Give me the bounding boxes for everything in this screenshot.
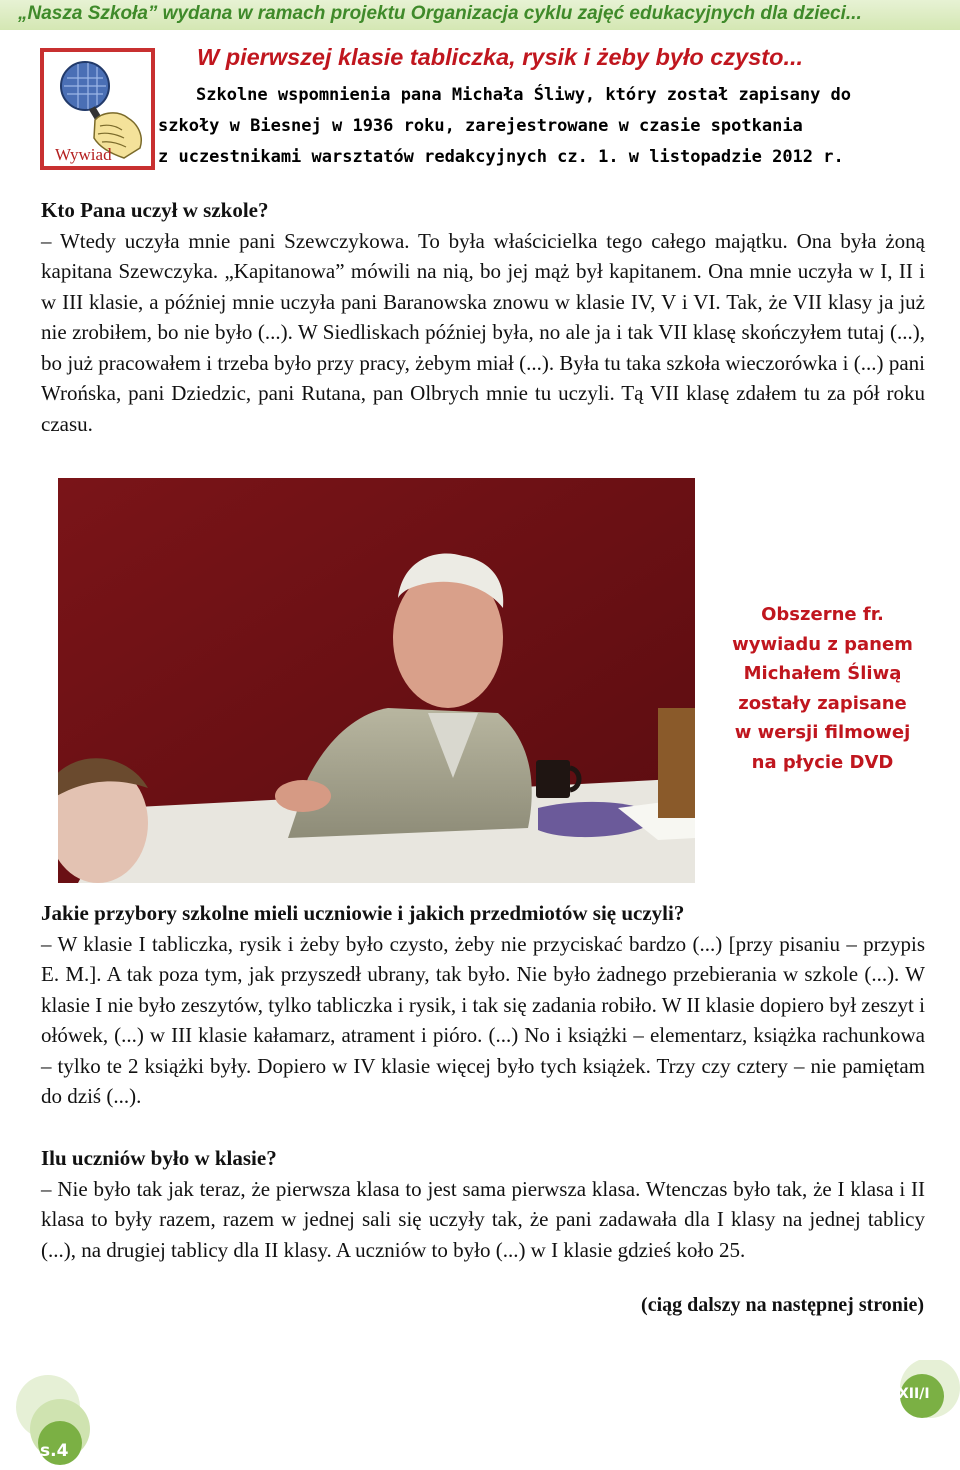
caption-line: w wersji filmowej bbox=[734, 722, 911, 743]
section-teachers bbox=[41, 195, 925, 439]
section-class-size bbox=[41, 1143, 925, 1265]
interview-photo bbox=[58, 478, 695, 883]
subtitle-line: Szkolne wspomnienia pana Michała Śliwy, który został zapisany do bbox=[196, 85, 852, 105]
answer-paragraph: – Wtedy uczyła mnie pani Szewczykowa. To była właścicielka tego całego majątku. Ona była żoną kapitana Szewczyka. „Kapitanowa” mówili na nią, bo jej mąż był kapitanem. Ona mnie uczyła w I, II i w III klasie, a później mnie uczyła pani Baranowska znowu w klasie IV, V i VI. Tak, że VII klasy ja już nie zrobiłem, bo nie było (...). W Siedliskach później była, no ale ja i tak VII klasę skończyłem tutaj (...), bo już pracowałem i trzeba było przy pracy, żebym miał (...). Była tu taka szkoła wieczorówka i (...) pani Wrońska, pani Dziedzic, pani Rutana, pan Olbrych mnie tu uczyli. Tą VII klasę zdałem tu za pół roku czasu. bbox=[41, 228, 925, 436]
question-heading: Ilu uczniów było w klasie? bbox=[41, 1146, 277, 1170]
question-heading: Jakie przybory szkolne mieli uczniowie i jakich przedmiotów się uczyli? bbox=[41, 901, 685, 925]
logo-label: Wywiad bbox=[55, 145, 112, 164]
article-title: W pierwszej klasie tabliczka, rysik i żeby było czysto... bbox=[197, 44, 804, 70]
subtitle-line: szkoły w Biesnej w 1936 roku, zarejestrowane w czasie spotkania bbox=[158, 116, 803, 136]
caption-line: Michałem Śliwą bbox=[743, 663, 902, 684]
caption-line: Obszerne fr. bbox=[761, 604, 884, 625]
caption-line: zostały zapisane bbox=[738, 692, 907, 714]
answer-paragraph: – Nie było tak jak teraz, że pierwsza klasa to jest sama pierwsza klasa. Wtenczas było tak, że I klasa i II klasa to były razem, razem w jednej sali się uczyły tak, że pani zadawała dla I klasy na jednej tablicy (...), na drugiej tablicy dla II klasy. A uczniów to było (...) w I klasie gdzieś koło 25. bbox=[41, 1176, 925, 1262]
article-subtitle bbox=[158, 80, 933, 173]
issue-number: XII/I bbox=[898, 1386, 930, 1402]
subtitle-line: z uczestnikami warsztatów redakcyjnych cz. 1. w listopadzie 2012 r. bbox=[158, 147, 844, 167]
answer-paragraph: – W klasie I tabliczka, rysik i żeby było czysto, żeby nie przyciskać bardzo (...) [przy pisaniu – przypis E. M.]. A tak poza tym, jak przyszedł ubrany, tak było. Nie było żadnego przebierania w szkole (...). W klasie I nie było zeszytów, tylko tabliczka i rysik, i tak się zadania robiło. W II klasie dopiero był zeszyt i ołówek, (...) w III klasie kałamarz, atrament i pióro. (...) No i książki – elementarz, książka rachunkowa – tylko te 2 książki były. Dopiero w IV klasie więcej było tych książek. Trzy czy cztery – nie pamiętam do dziś (...). bbox=[41, 931, 925, 1108]
caption-line: wywiadu z panem bbox=[732, 633, 913, 655]
question-heading: Kto Pana uczył w szkole? bbox=[41, 198, 269, 222]
header-band bbox=[0, 0, 960, 30]
caption-line: na płycie DVD bbox=[751, 751, 894, 773]
continued-note: (ciąg dalszy na następnej stronie) bbox=[641, 1294, 924, 1316]
page-number: s.4 bbox=[40, 1441, 69, 1461]
photo-side-caption bbox=[710, 600, 935, 777]
section-supplies bbox=[41, 898, 925, 1112]
header-text: „Nasza Szkoła” wydana w ramach projektu Organizacja cyklu zajęć edukacyjnych dla dzieci... bbox=[18, 3, 862, 24]
